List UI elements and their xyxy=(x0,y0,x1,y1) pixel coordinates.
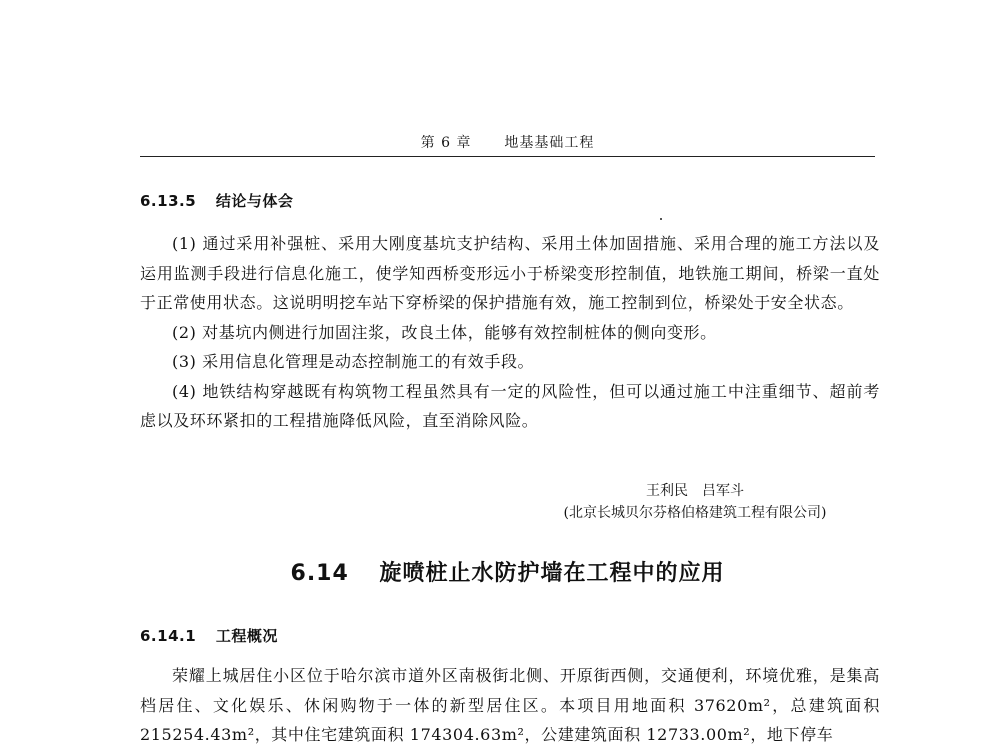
section-number: 6.14.1 xyxy=(140,627,197,645)
author-names: 王利民 吕军斗 xyxy=(646,483,744,499)
scan-speck xyxy=(660,218,662,220)
section-heading-6-13-5 xyxy=(140,190,293,211)
section-number: 6.13.5 xyxy=(140,192,197,210)
author-signature xyxy=(530,480,860,524)
header-rule xyxy=(140,156,875,157)
chapter-number: 第 6 章 xyxy=(420,135,472,151)
section-body-6-13-5 xyxy=(140,229,880,436)
section-body-6-14-1 xyxy=(140,661,880,750)
paragraph: 荣耀上城居住小区位于哈尔滨市道外区南极街北侧、开原街西侧，交通便利，环境优雅，是集高档居住、文化娱乐、休闲购物于一体的新型居住区。本项目用地面积 37620m²，总建筑面积 215254.43m²，其中住宅建筑面积 174304.63m²，公建建筑面积 12733.00m²，地下停车 xyxy=(140,666,880,744)
section-title-6-14 xyxy=(140,556,875,587)
section-number: 6.14 xyxy=(290,561,349,586)
running-header xyxy=(140,132,875,152)
author-organization: (北京长城贝尔芬格伯格建筑工程有限公司) xyxy=(563,505,827,521)
chapter-name: 地基基础工程 xyxy=(504,135,595,151)
section-title: 旋喷桩止水防护墙在工程中的应用 xyxy=(379,561,725,586)
paragraph: (4) 地铁结构穿越既有构筑物工程虽然具有一定的风险性，但可以通过施工中注重细节、超前考虑以及环环紧扣的工程措施降低风险，直至消除风险。 xyxy=(140,381,880,430)
section-heading-6-14-1 xyxy=(140,625,278,646)
paragraph: (3) 采用信息化管理是动态控制施工的有效手段。 xyxy=(172,352,535,371)
paragraph: (2) 对基坑内侧进行加固注浆，改良土体，能够有效控制桩体的侧向变形。 xyxy=(172,322,717,342)
section-title: 结论与体会 xyxy=(215,192,294,210)
paragraph: (1) 通过采用补强桩、采用大刚度基坑支护结构、采用土体加固措施、采用合理的施工方法以及运用监测手段进行信息化施工，使学知西桥变形远小于桥梁变形控制值，地铁施工期间，桥梁一直处于正常使用状态。这说明明挖车站下穿桥梁的保护措施有效，施工控制到位，桥梁处于安全状态。 xyxy=(140,234,880,312)
section-title: 工程概况 xyxy=(215,627,278,645)
